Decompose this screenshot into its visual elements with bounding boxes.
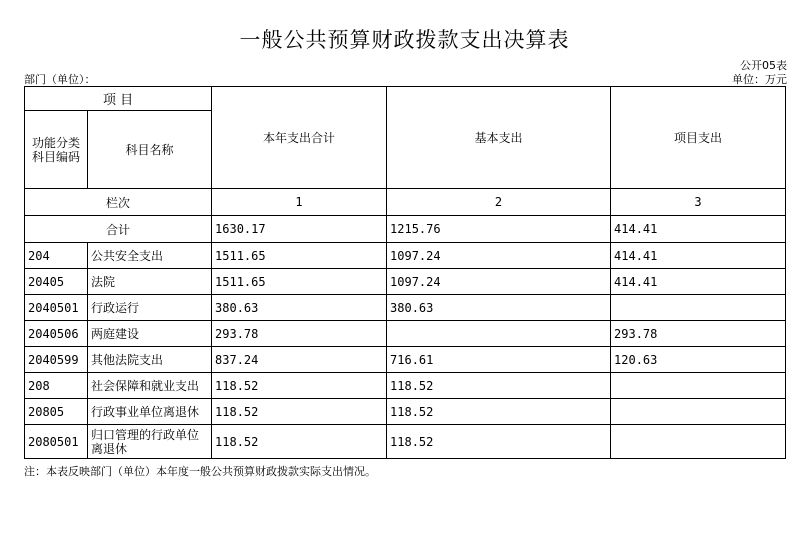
row-name: 行政事业单位离退休 xyxy=(88,399,212,425)
table-row xyxy=(25,243,786,269)
row-name: 其他法院支出 xyxy=(88,347,212,373)
row-project: 120.63 xyxy=(611,347,786,373)
column-number-2: 2 xyxy=(387,189,611,216)
row-name: 行政运行 xyxy=(88,295,212,321)
row-code: 20405 xyxy=(25,269,88,295)
row-project xyxy=(611,425,786,459)
row-basic: 1097.24 xyxy=(387,243,611,269)
item-group-header: 项 目 xyxy=(25,87,212,111)
column-number-3: 3 xyxy=(611,189,786,216)
row-total: 837.24 xyxy=(212,347,387,373)
footnote: 注：本表反映部门（单位）本年度一般公共预算财政拨款实际支出情况。 xyxy=(24,465,376,478)
total-row-project: 414.41 xyxy=(611,216,786,243)
total-row-total: 1630.17 xyxy=(212,216,387,243)
report-title: 一般公共预算财政拨款支出决算表 xyxy=(239,28,570,52)
column-number-row xyxy=(25,189,786,216)
row-project xyxy=(611,399,786,425)
row-name: 公共安全支出 xyxy=(88,243,212,269)
row-name: 归口管理的行政单位离退休 xyxy=(88,425,212,459)
expenditure-table xyxy=(24,86,786,459)
table-row xyxy=(25,347,786,373)
total-column-header: 本年支出合计 xyxy=(212,87,387,189)
row-project xyxy=(611,295,786,321)
project-column-header: 项目支出 xyxy=(611,87,786,189)
row-basic xyxy=(387,321,611,347)
table-row xyxy=(25,373,786,399)
row-code: 204 xyxy=(25,243,88,269)
row-basic: 118.52 xyxy=(387,399,611,425)
total-row-label: 合计 xyxy=(25,216,212,243)
table-row xyxy=(25,321,786,347)
row-project: 414.41 xyxy=(611,269,786,295)
row-code: 2040599 xyxy=(25,347,88,373)
row-code: 2040506 xyxy=(25,321,88,347)
row-basic: 380.63 xyxy=(387,295,611,321)
table-row xyxy=(25,425,786,459)
row-code: 2080501 xyxy=(25,425,88,459)
row-basic: 118.52 xyxy=(387,373,611,399)
row-code: 208 xyxy=(25,373,88,399)
row-total: 293.78 xyxy=(212,321,387,347)
row-total: 1511.65 xyxy=(212,243,387,269)
row-project: 414.41 xyxy=(611,243,786,269)
row-basic: 1097.24 xyxy=(387,269,611,295)
table-row xyxy=(25,399,786,425)
row-code: 2040501 xyxy=(25,295,88,321)
row-basic: 118.52 xyxy=(387,425,611,459)
code-column-header: 功能分类科目编码 xyxy=(25,111,88,189)
row-code: 20805 xyxy=(25,399,88,425)
total-row xyxy=(25,216,786,243)
form-number: 公开05表 xyxy=(740,59,787,72)
basic-column-header: 基本支出 xyxy=(387,87,611,189)
table-row xyxy=(25,295,786,321)
row-total: 118.52 xyxy=(212,425,387,459)
row-total: 380.63 xyxy=(212,295,387,321)
row-basic: 716.61 xyxy=(387,347,611,373)
row-name: 两庭建设 xyxy=(88,321,212,347)
row-project: 293.78 xyxy=(611,321,786,347)
name-column-header: 科目名称 xyxy=(88,111,212,189)
unit-label: 单位：万元 xyxy=(732,73,787,86)
column-number-label: 栏次 xyxy=(25,189,212,216)
column-number-1: 1 xyxy=(212,189,387,216)
total-row-basic: 1215.76 xyxy=(387,216,611,243)
row-total: 118.52 xyxy=(212,399,387,425)
department-label: 部门（单位）： xyxy=(24,73,96,86)
header-row-item xyxy=(25,87,786,111)
row-name: 社会保障和就业支出 xyxy=(88,373,212,399)
row-total: 1511.65 xyxy=(212,269,387,295)
row-total: 118.52 xyxy=(212,373,387,399)
table-row xyxy=(25,269,786,295)
row-project xyxy=(611,373,786,399)
row-name: 法院 xyxy=(88,269,212,295)
